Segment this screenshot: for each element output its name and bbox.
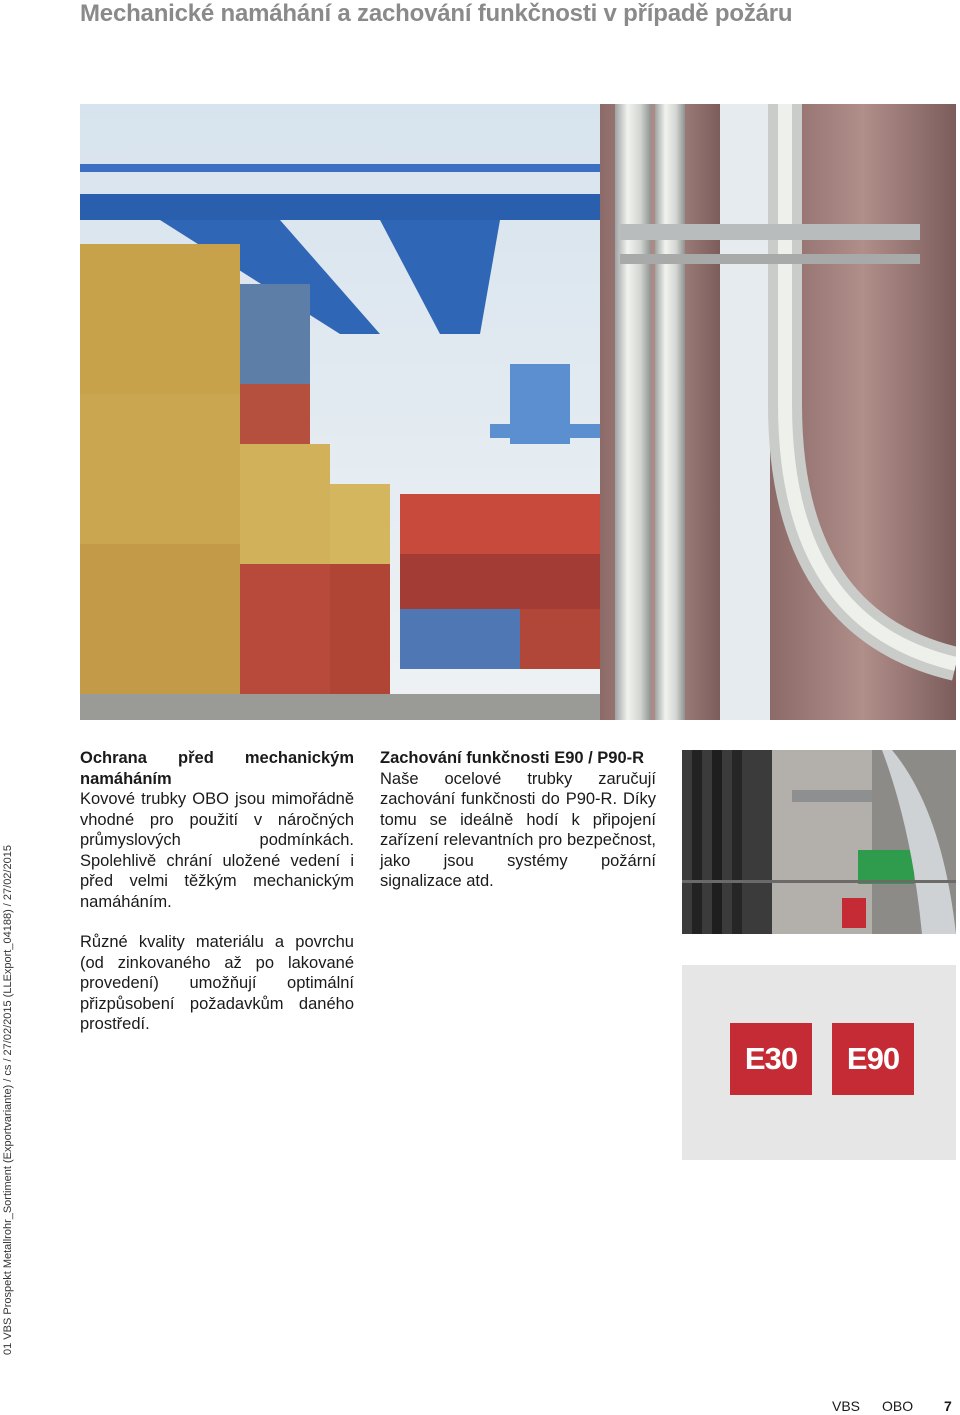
left-paragraph-2: Různé kvality materiálu a povrchu (od zinkovaného až po lakované provedení) umožňují optimální přizpůsobení požadavkům daného prostředí. bbox=[80, 933, 354, 1033]
photo-emergency-exit-conduits bbox=[682, 750, 956, 934]
hero-photo-container-port bbox=[80, 104, 956, 720]
left-paragraph-1: Kovové trubky OBO jsou mimořádně vhodné pro použití v náročných průmyslových podmínkách. Spolehlivě chrání uložené vedení i před velmi těžkým mechanickým namáháním. bbox=[80, 790, 354, 911]
page-title: Mechanické namáhání a zachování funkčnosti v případě požáru bbox=[80, 0, 793, 27]
middle-text-column bbox=[380, 748, 656, 892]
badge-e30: E30 bbox=[730, 1023, 812, 1095]
page-number: 7 bbox=[944, 1398, 952, 1414]
middle-paragraph: Naše ocelové trubky zaručují zachování funkčnosti do P90-R. Díky tomu se ideálně hodí k připojení zařízení relevantních pro bezpečnost, jako jsou systémy požární signalizace atd. bbox=[380, 769, 656, 890]
left-heading: Ochrana před mechanickým namáháním bbox=[80, 749, 354, 788]
photo-conduits-illustration bbox=[682, 750, 956, 934]
fire-rating-badges-panel bbox=[682, 965, 956, 1160]
hero-photo-illustration bbox=[80, 104, 956, 720]
side-document-label: 01 VBS Prospekt Metallrohr_Sortiment (Exportvariante) / cs / 27/02/2015 (LLExport_04188) / 27/02/2015 bbox=[2, 845, 14, 1355]
middle-heading: Zachování funkčnosti E90 / P90-R bbox=[380, 749, 645, 767]
footer-brand-obo: OBO bbox=[882, 1398, 914, 1414]
badge-e90: E90 bbox=[832, 1023, 914, 1095]
left-text-column bbox=[80, 748, 354, 1035]
footer-brand-vbs: VBS bbox=[832, 1398, 861, 1414]
